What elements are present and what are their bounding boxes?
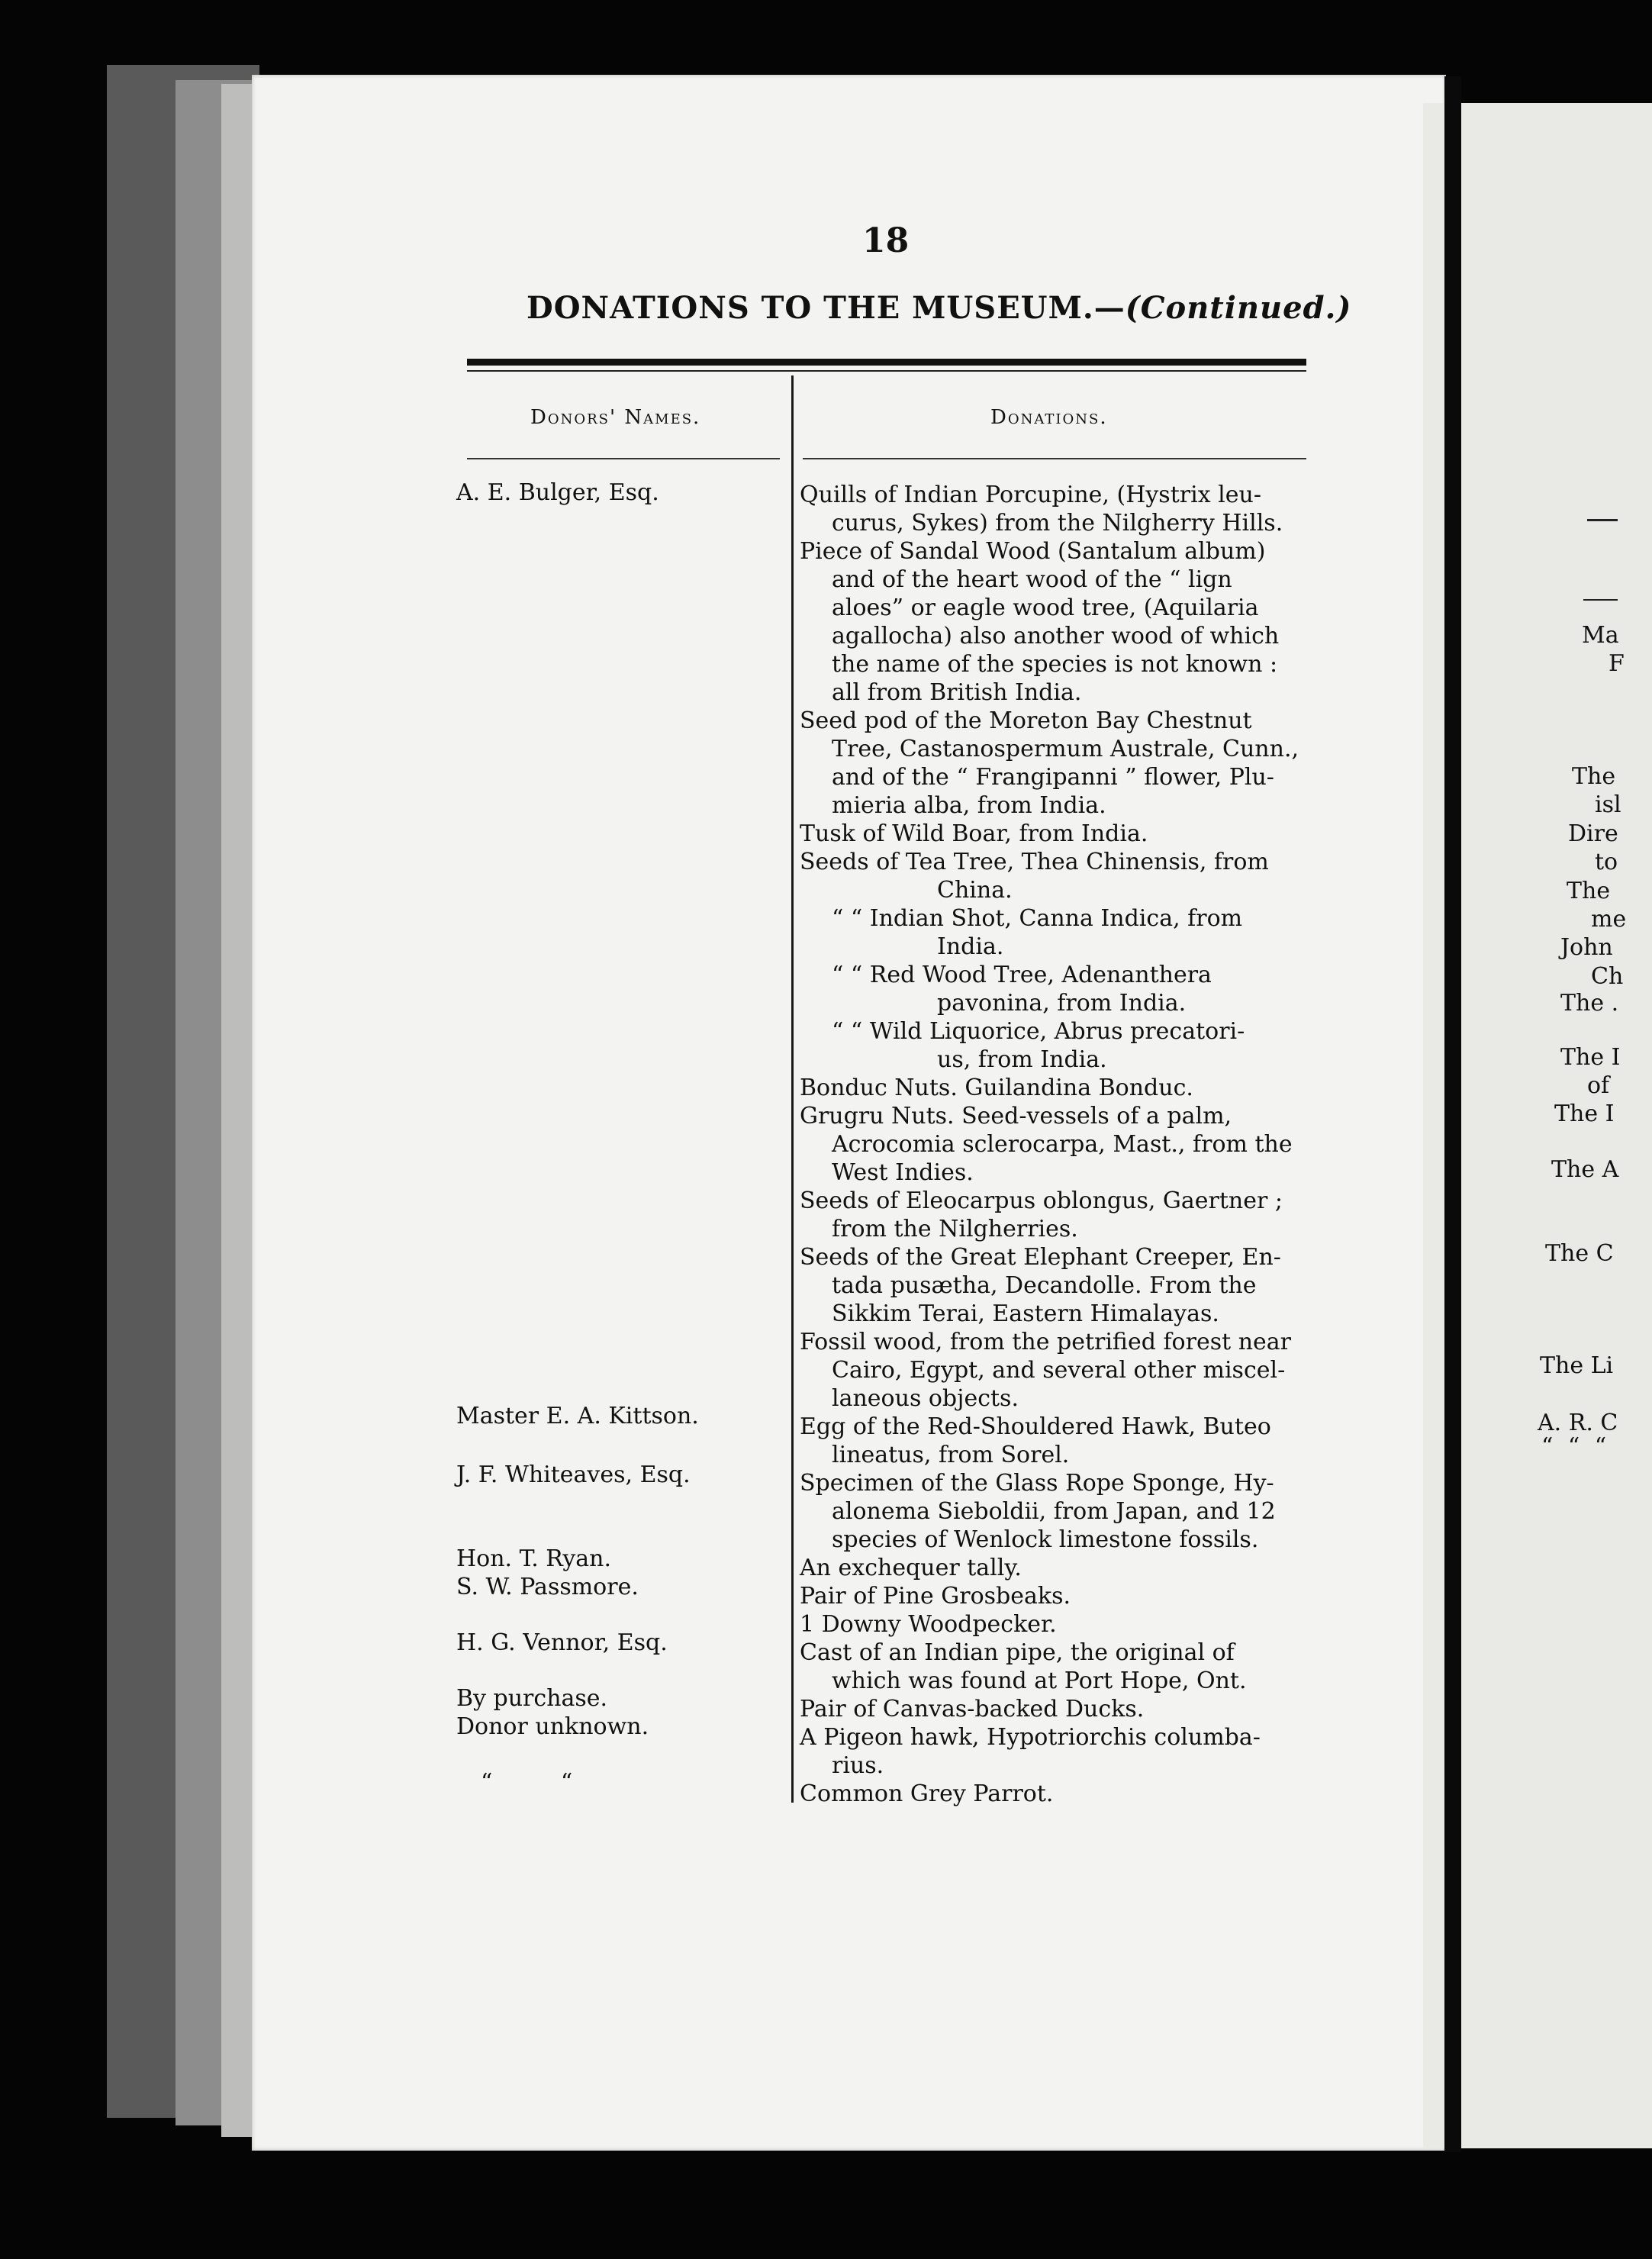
- donation-line: Tree, Castanospermum Australe, Cunn.,: [832, 736, 1299, 762]
- facing-page-fragment: The Li: [1540, 1352, 1614, 1379]
- donation-line: A Pigeon hawk, Hypotriorchis columba-: [800, 1724, 1261, 1751]
- donation-line: the name of the species is not known :: [832, 651, 1278, 678]
- donation-line: Bonduc Nuts. Guilandina Bonduc.: [800, 1075, 1193, 1101]
- donation-line: all from British India.: [832, 679, 1082, 706]
- facing-page-rule: [1583, 599, 1618, 601]
- donation-line: which was found at Port Hope, Ont.: [832, 1668, 1247, 1694]
- donor-name: A. E. Bulger, Esq.: [456, 479, 659, 506]
- donor-name: Hon. T. Ryan.: [456, 1545, 612, 1572]
- donation-line: tada pusætha, Decandolle. From the: [832, 1272, 1257, 1299]
- donation-line: Seeds of Tea Tree, Thea Chinensis, from: [800, 849, 1269, 875]
- heading-rule-thick: [467, 359, 1306, 366]
- donor-name: H. G. Vennor, Esq.: [456, 1629, 668, 1656]
- facing-page-fragment: me: [1591, 906, 1627, 933]
- page-heading: [527, 290, 1352, 326]
- donation-line: Common Grey Parrot.: [800, 1780, 1054, 1807]
- donation-line: Specimen of the Glass Rope Sponge, Hy-: [800, 1470, 1274, 1497]
- heading-rule-thin: [467, 370, 1306, 372]
- donation-line: Quills of Indian Porcupine, (Hystrix leu-: [800, 482, 1261, 508]
- donations-list: [800, 481, 1299, 1808]
- page-number: 18: [862, 221, 910, 260]
- donation-line: laneous objects.: [832, 1385, 1019, 1412]
- donation-line: agallocha) also another wood of which: [832, 623, 1280, 649]
- donation-line: and of the heart wood of the “ lign: [832, 566, 1232, 593]
- donation-line: mieria alba, from India.: [832, 792, 1106, 819]
- donation-line: “ “ Indian Shot, Canna Indica, from: [832, 905, 1243, 932]
- donation-line: India.: [937, 933, 1004, 960]
- donor-name: Master E. A. Kittson.: [456, 1403, 699, 1429]
- donation-line: West Indies.: [832, 1159, 974, 1186]
- donor-ditto: “ “: [481, 1769, 573, 1796]
- donation-line: An exchequer tally.: [800, 1555, 1022, 1581]
- donor-name: Donor unknown.: [456, 1713, 649, 1740]
- header-rule-left: [467, 458, 780, 459]
- donation-line: “ “ Red Wood Tree, Adenanthera: [832, 962, 1212, 988]
- donation-line: Seeds of the Great Elephant Creeper, En-: [800, 1244, 1281, 1271]
- facing-page-fragment: The: [1572, 763, 1616, 790]
- donor-name: S. W. Passmore.: [456, 1574, 639, 1600]
- facing-page-fragment: John: [1560, 934, 1613, 961]
- facing-page-fragment: The I: [1560, 1044, 1621, 1071]
- donation-line: pavonina, from India.: [937, 990, 1187, 1017]
- header-rule-right: [803, 458, 1306, 459]
- facing-page-fragment: The: [1567, 878, 1611, 904]
- donors-column-header: Donors' Names.: [530, 406, 701, 429]
- facing-page-fragment: The C: [1545, 1240, 1614, 1267]
- facing-page-fragment: The A: [1551, 1156, 1619, 1183]
- page-gutter: [1444, 76, 1461, 2152]
- facing-page-fragment: Ch: [1591, 963, 1624, 990]
- facing-page-fragment: of: [1587, 1072, 1610, 1099]
- facing-page-fragment: Ma: [1582, 622, 1619, 649]
- donation-line: and of the “ Frangipanni ” flower, Plu-: [832, 764, 1274, 791]
- donation-line: Fossil wood, from the petrified forest near: [800, 1329, 1291, 1355]
- donation-line: aloes” or eagle wood tree, (Aquilaria: [832, 595, 1259, 621]
- donation-line: 1 Downy Woodpecker.: [800, 1611, 1057, 1638]
- heading-continued: (Continued.): [1125, 290, 1352, 326]
- heading-main: DONATIONS TO THE MUSEUM.—: [527, 290, 1125, 326]
- facing-page-fragment: “ “ “: [1541, 1433, 1607, 1460]
- donation-line: Pair of Canvas-backed Ducks.: [800, 1696, 1145, 1722]
- donor-name: J. F. Whiteaves, Esq.: [456, 1461, 691, 1488]
- facing-page-rule: [1587, 519, 1618, 521]
- donation-line: us, from India.: [937, 1046, 1107, 1073]
- donation-line: lineatus, from Sorel.: [832, 1442, 1070, 1468]
- donations-column-header: Donations.: [990, 406, 1108, 429]
- donation-line: Grugru Nuts. Seed-vessels of a palm,: [800, 1103, 1232, 1130]
- donation-line: Acrocomia sclerocarpa, Mast., from the: [832, 1131, 1293, 1158]
- donation-line: Sikkim Terai, Eastern Himalayas.: [832, 1300, 1219, 1327]
- facing-page-fragment: isl: [1595, 791, 1621, 818]
- donation-line: Piece of Sandal Wood (Santalum album): [800, 538, 1266, 565]
- facing-page-fragment: The .: [1560, 990, 1619, 1017]
- donation-line: curus, Sykes) from the Nilgherry Hills.: [832, 510, 1283, 537]
- donation-line: “ “ Wild Liquorice, Abrus precatori-: [832, 1018, 1245, 1045]
- donation-line: from the Nilgherries.: [832, 1216, 1078, 1242]
- facing-page-fragment: The I: [1554, 1100, 1615, 1127]
- donation-line: species of Wenlock limestone fossils.: [832, 1526, 1259, 1553]
- facing-page-fragment: to: [1595, 849, 1618, 875]
- facing-page-fragment: A. R. C: [1538, 1410, 1618, 1436]
- column-divider: [791, 375, 794, 1803]
- donation-line: Pair of Pine Grosbeaks.: [800, 1583, 1071, 1610]
- donor-name: By purchase.: [456, 1685, 608, 1712]
- donation-line: Seed pod of the Moreton Bay Chestnut: [800, 707, 1252, 734]
- donation-line: rius.: [832, 1752, 884, 1779]
- donation-line: Tusk of Wild Boar, from India.: [800, 820, 1148, 847]
- donation-line: China.: [937, 877, 1013, 904]
- donation-line: Cast of an Indian pipe, the original of: [800, 1639, 1235, 1666]
- facing-page-fragment: F: [1609, 650, 1625, 677]
- donation-line: alonema Sieboldii, from Japan, and 12: [832, 1498, 1276, 1525]
- donation-line: Seeds of Eleocarpus oblongus, Gaertner ;: [800, 1188, 1283, 1214]
- donation-line: Egg of the Red-Shouldered Hawk, Buteo: [800, 1413, 1271, 1440]
- donation-line: Cairo, Egypt, and several other miscel-: [832, 1357, 1286, 1384]
- book-edge-light: [221, 84, 253, 2137]
- facing-page-fragment: Dire: [1568, 820, 1618, 847]
